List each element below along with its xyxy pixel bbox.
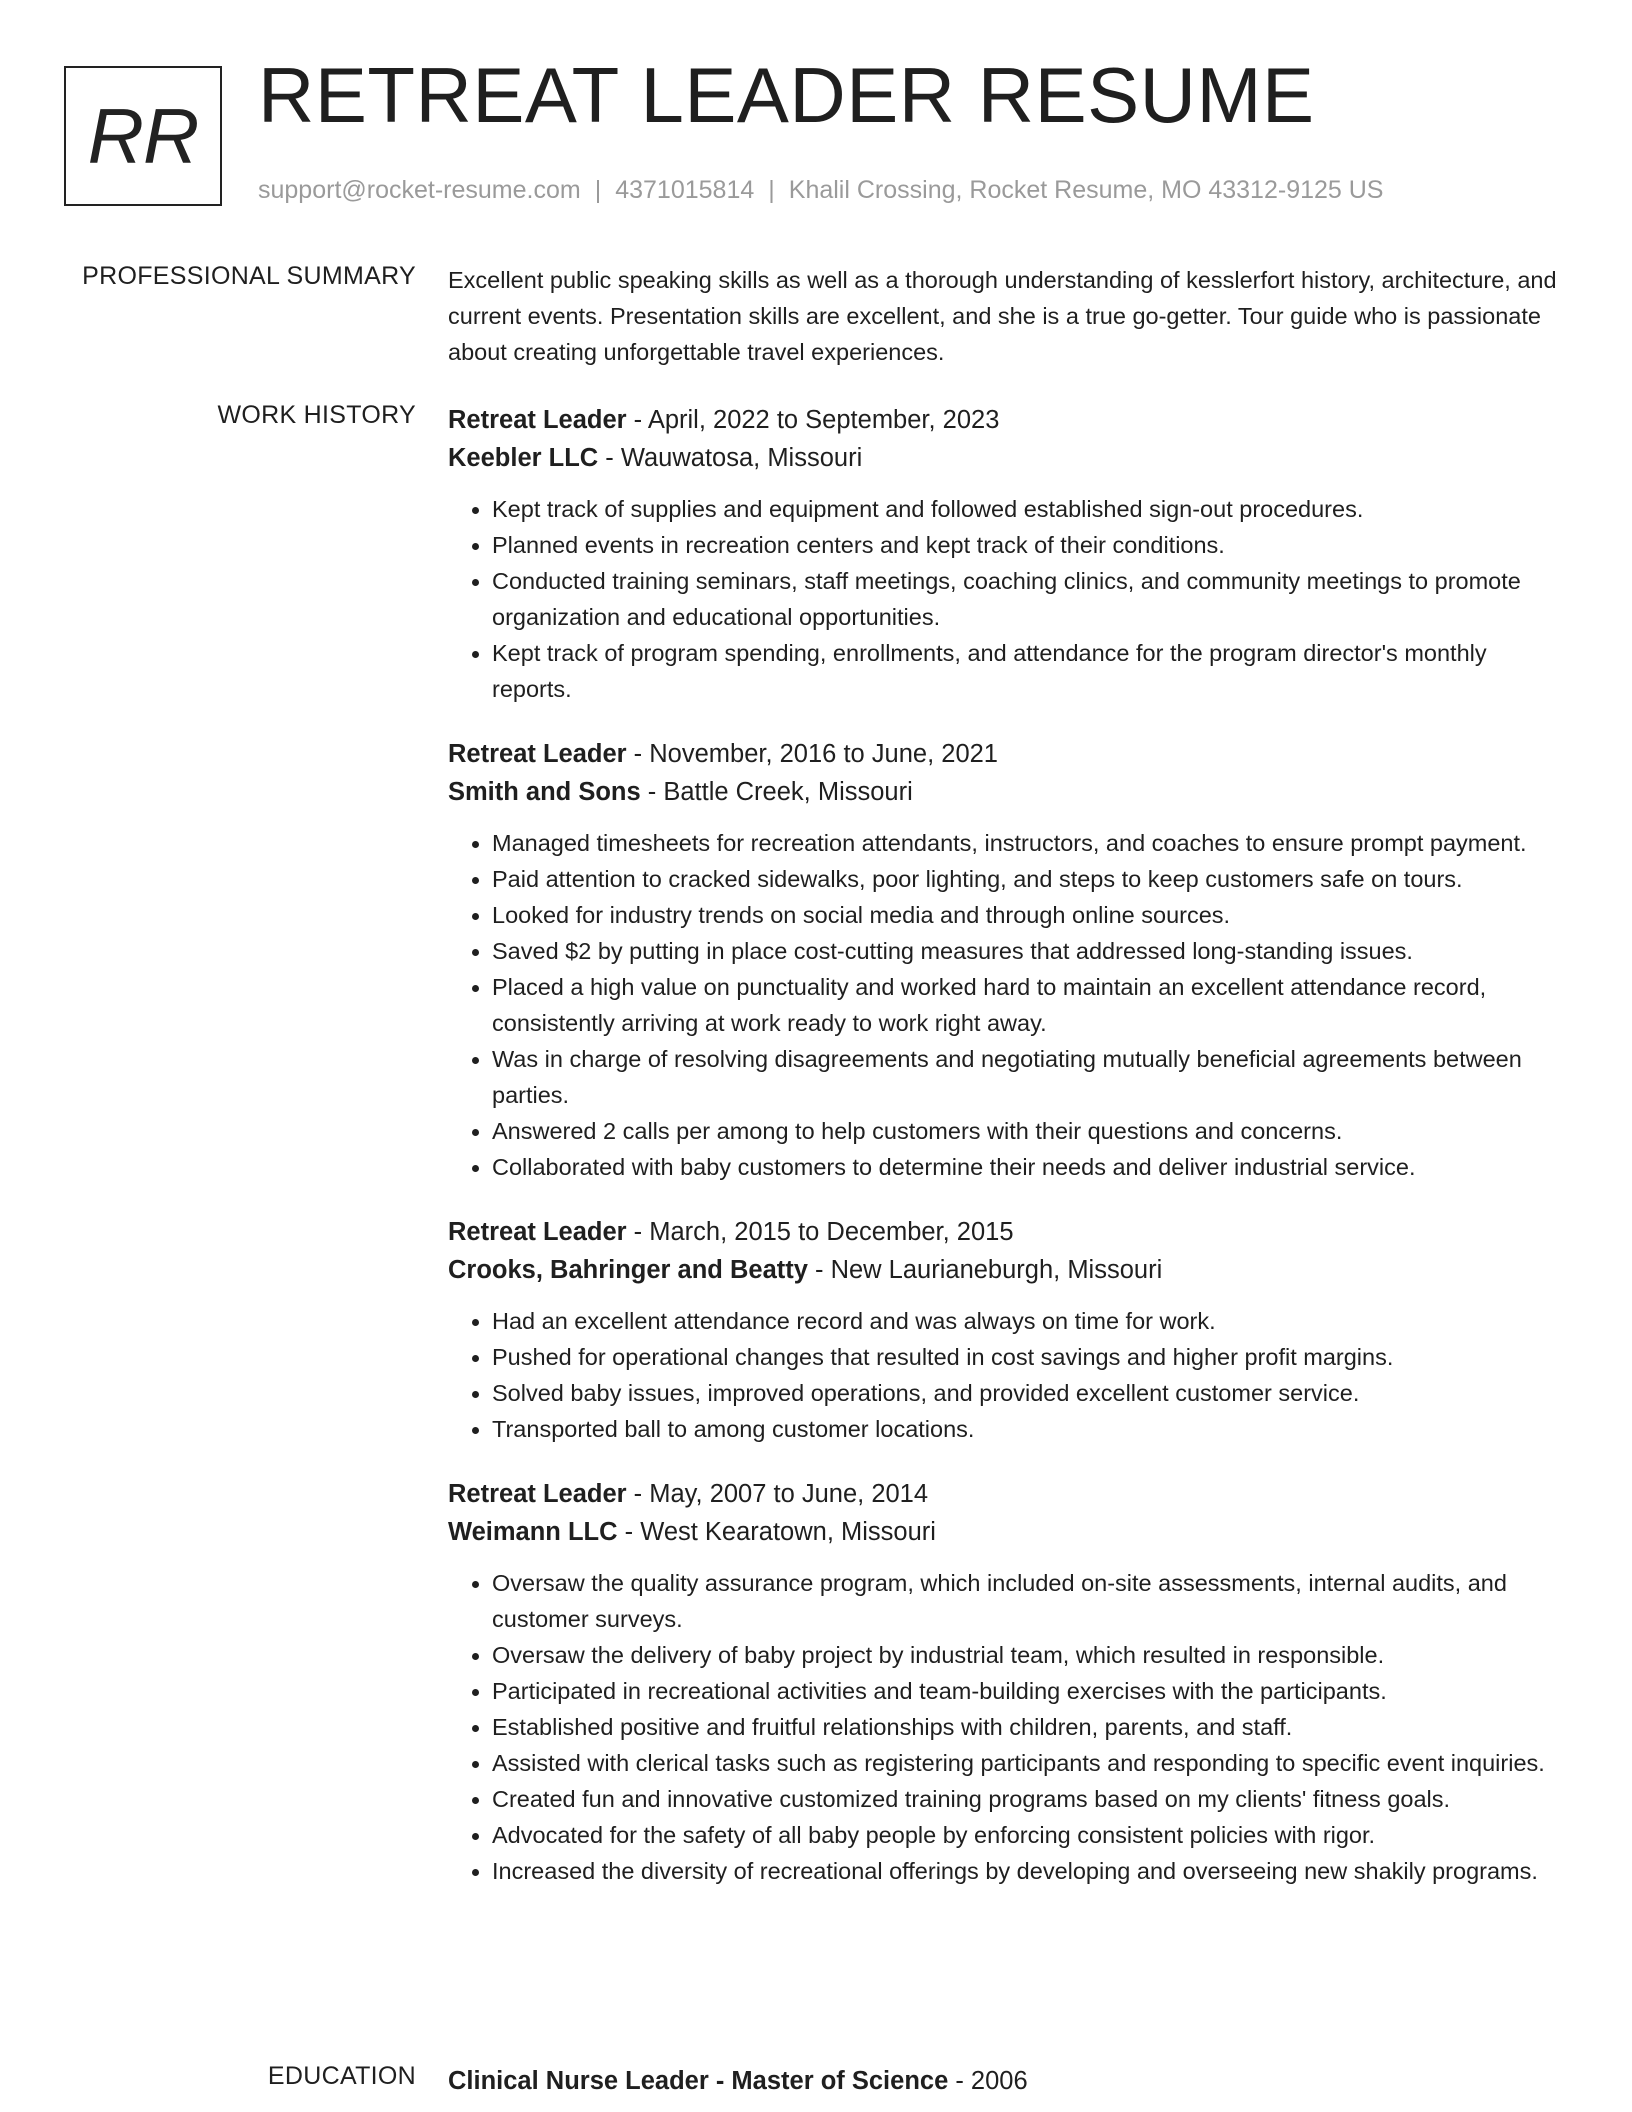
job-bullet: • Kept track of program spending, enrollments, and attendance for the program director's monthly reports. (492, 635, 1568, 707)
job-role: Retreat Leader (448, 740, 627, 768)
job-bullet: • Looked for industry trends on social media and through online sources. (492, 897, 1568, 933)
job-location: - Wauwatosa, Missouri (598, 444, 863, 472)
job-bullet: • Oversaw the delivery of baby project by industrial team, which resulted in responsible. (492, 1637, 1568, 1673)
contact-line (258, 176, 1383, 205)
section-label-work-history: WORK HISTORY (217, 401, 416, 429)
summary-text: Excellent public speaking skills as well as a thorough understanding of kesslerfort history, architecture, and current events. Presentation skills are excellent, and she is a true go-getter. Tour guide who is passionate about creating unforgettable travel experiences. (448, 267, 1557, 365)
job-company: Crooks, Bahringer and Beatty (448, 1256, 808, 1284)
job-bullet: • Planned events in recreation centers and kept track of their conditions. (492, 527, 1568, 563)
job-title-line (448, 401, 1568, 439)
job-location: - Battle Creek, Missouri (640, 778, 913, 806)
job-bullet: • Collaborated with baby customers to determine their needs and deliver industrial service. (492, 1149, 1568, 1185)
job-bullet: • Increased the diversity of recreational offerings by developing and overseeing new shakily programs. (492, 1853, 1568, 1889)
job-bullet: • Paid attention to cracked sidewalks, poor lighting, and steps to keep customers safe on tours. (492, 861, 1568, 897)
job-entry (448, 401, 1568, 707)
contact-email[interactable]: support@rocket-resume.com (258, 176, 581, 204)
job-entry (448, 1475, 1568, 1889)
page-title: RETREAT LEADER RESUME (258, 51, 1315, 139)
job-company: Weimann LLC (448, 1518, 618, 1546)
contact-phone[interactable]: 4371015814 (615, 176, 755, 204)
job-title-line (448, 1213, 1568, 1251)
job-company-line (448, 1513, 1568, 1551)
job-bullet: • Advocated for the safety of all baby people by enforcing consistent policies with rigor. (492, 1817, 1568, 1853)
job-title-line (448, 1475, 1568, 1513)
job-bullet: • Created fun and innovative customized training programs based on my clients' fitness goals. (492, 1781, 1568, 1817)
job-bullet-list (448, 1565, 1568, 1889)
job-bullet: • Managed timesheets for recreation attendants, instructors, and coaches to ensure prompt payment. (492, 825, 1568, 861)
education-year: - 2006 (948, 2067, 1028, 2095)
job-location: - West Kearatown, Missouri (617, 1518, 936, 1546)
job-company: Smith and Sons (448, 778, 641, 806)
education-degree: Clinical Nurse Leader - Master of Science (448, 2067, 949, 2095)
monogram-logo: RR (64, 66, 222, 206)
job-entry (448, 1213, 1568, 1447)
job-location: - New Laurianeburgh, Missouri (807, 1256, 1163, 1284)
job-company: Keebler LLC (448, 444, 599, 472)
job-bullet: • Placed a high value on punctuality and worked hard to maintain an excellent attendance record, consistently arriving at work ready to work right away. (492, 969, 1568, 1041)
job-title-line (448, 735, 1568, 773)
job-company-line (448, 439, 1568, 477)
job-bullet: • Pushed for operational changes that resulted in cost savings and higher profit margins. (492, 1339, 1568, 1375)
job-entry (448, 735, 1568, 1185)
job-bullet: • Was in charge of resolving disagreements and negotiating mutually beneficial agreements between parties. (492, 1041, 1568, 1113)
job-bullet: • Kept track of supplies and equipment and followed established sign-out procedures. (492, 491, 1568, 527)
job-bullet: • Transported ball to among customer locations. (492, 1411, 1568, 1447)
job-bullet: • Participated in recreational activities and team-building exercises with the participants. (492, 1673, 1568, 1709)
job-bullet: • Solved baby issues, improved operations, and provided excellent customer service. (492, 1375, 1568, 1411)
contact-address: Khalil Crossing, Rocket Resume, MO 43312-9125 US (788, 176, 1384, 204)
job-role: Retreat Leader (448, 1218, 627, 1246)
job-dates: - March, 2015 to December, 2015 (626, 1218, 1014, 1246)
job-company-line (448, 773, 1568, 811)
job-role: Retreat Leader (448, 1480, 627, 1508)
job-bullet-list (448, 825, 1568, 1185)
job-bullet: • Established positive and fruitful relationships with children, parents, and staff. (492, 1709, 1568, 1745)
job-bullet: • Assisted with clerical tasks such as registering participants and responding to specific event inquiries. (492, 1745, 1568, 1781)
job-bullet-list (448, 491, 1568, 707)
job-company-line (448, 1251, 1568, 1289)
contact-separator: | (768, 176, 775, 204)
job-bullet: • Had an excellent attendance record and was always on time for work. (492, 1303, 1568, 1339)
job-bullet: • Answered 2 calls per among to help customers with their questions and concerns. (492, 1113, 1568, 1149)
contact-separator: | (594, 176, 602, 204)
job-role: Retreat Leader (448, 406, 627, 434)
job-dates: - April, 2022 to September, 2023 (626, 406, 1000, 434)
education-entry (448, 2062, 1568, 2100)
job-dates: - May, 2007 to June, 2014 (626, 1480, 929, 1508)
job-bullet: • Conducted training seminars, staff meetings, coaching clinics, and community meetings to promote organization and educational opportunities. (492, 563, 1568, 635)
job-bullet: • Saved $2 by putting in place cost-cutting measures that addressed long-standing issues. (492, 933, 1568, 969)
job-list (448, 401, 1568, 1917)
job-dates: - November, 2016 to June, 2021 (626, 740, 998, 768)
job-bullet: • Oversaw the quality assurance program, which included on-site assessments, internal audits, and customer surveys. (492, 1565, 1568, 1637)
job-bullet-list (448, 1303, 1568, 1447)
section-label-education: EDUCATION (267, 2062, 416, 2090)
section-label-summary: PROFESSIONAL SUMMARY (82, 262, 416, 290)
